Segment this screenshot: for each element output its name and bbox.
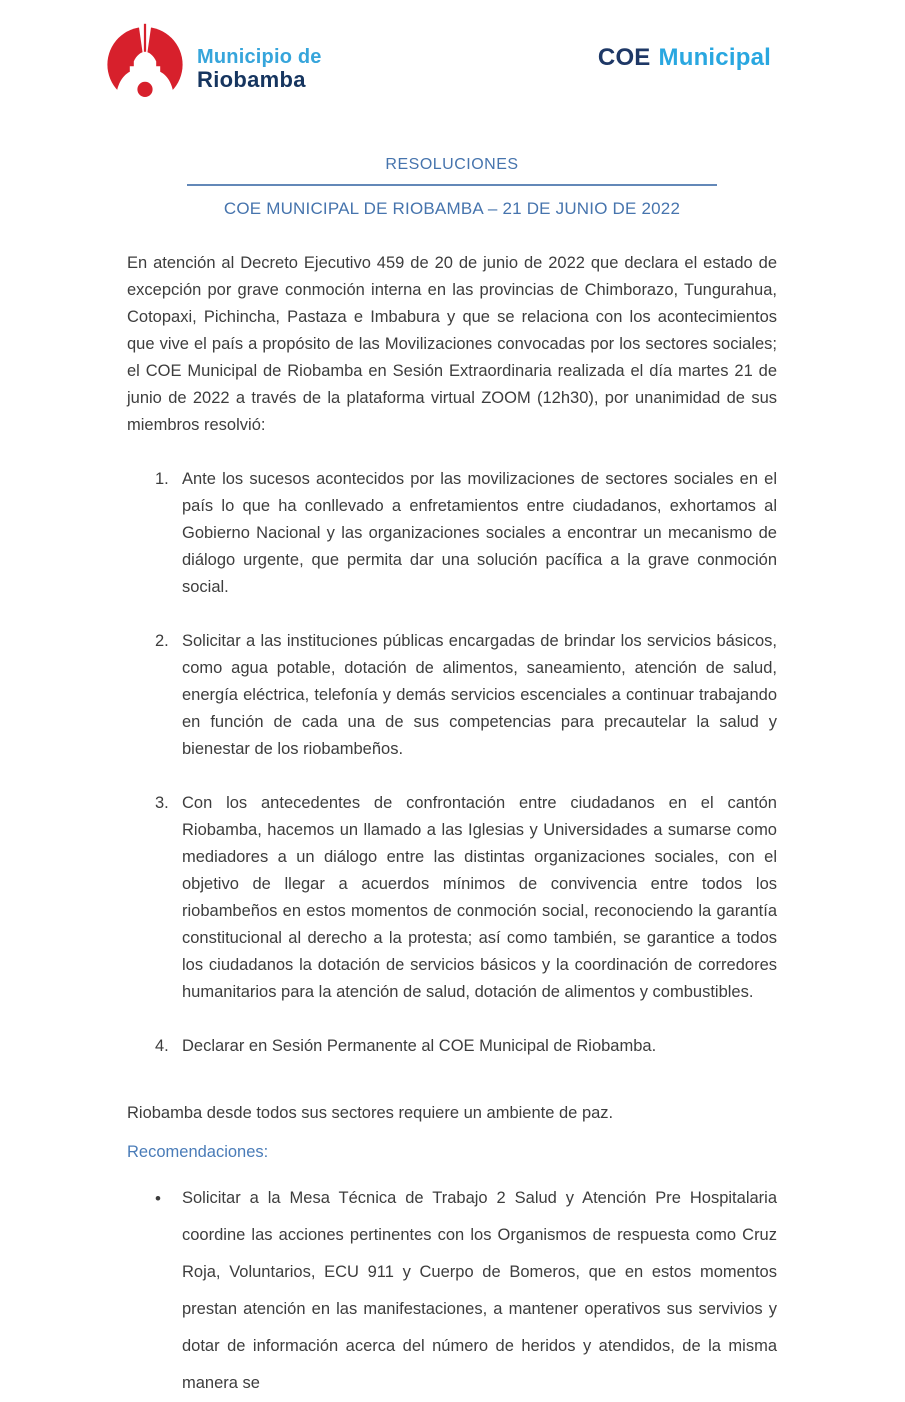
bullet-icon: • [155, 1189, 161, 1208]
resolution-item-1 [155, 466, 777, 601]
resolution-text: Ante los sucesos acontecidos por las movilizaciones de sectores sociales en el país lo que ha conllevado a enfretamientos entre ciudadanos, exhortamos al Gobierno Nacional y las organizaciones sociales a encontrar un mecanismo de diálogo urgente, que permita dar una solución pacífica a la grave conmoción social. [182, 470, 777, 596]
resolution-number: 3. [155, 794, 169, 812]
document-header [127, 22, 777, 114]
resolution-item-4 [155, 1033, 777, 1060]
title-divider [187, 184, 717, 186]
brand-coe: COE [597, 44, 651, 71]
resolution-number: 2. [155, 632, 169, 650]
brand-municipal: Municipal [658, 44, 771, 71]
recommendation-item-1 [155, 1180, 777, 1402]
logo-text-line2: Riobamba [197, 66, 306, 92]
logo-text [197, 47, 322, 91]
resolution-number: 4. [155, 1037, 169, 1055]
resolution-text: Con los antecedentes de confrontación entre ciudadanos en el cantón Riobamba, hacemos un llamado a las Iglesias y Universidades a sumarse como mediadores a un diálogo entre las distintas organizaciones sociales, con el objetivo de llegar a acuerdos mínimos de convivencia entre todos los riobambeños en estos momentos de conmoción social, reconociendo la garantía constitucional al derecho a la protesta; así como también, se garantice a todos los ciudadanos la dotación de servicios básicos y la coordinación de corredores humanitarios para la atención de salud, dotación de alimentos y combustibles. [182, 794, 777, 1001]
resolution-number: 1. [155, 470, 169, 488]
riobamba-cathedral-icon [105, 22, 185, 104]
municipio-riobamba-logo [105, 22, 322, 104]
resolution-text: Declarar en Sesión Permanente al COE Municipal de Riobamba. [182, 1037, 657, 1055]
resolution-text: Solicitar a las instituciones públicas encargadas de brindar los servicios básicos, como agua potable, dotación de alimentos, saneamiento, atención de salud, energía eléctrica, telefonía y demás servicios escenciales a continuar trabajando en función de cada una de sus competencias para precautelar la salud y bienestar de los riobambeños. [182, 632, 777, 758]
resolutions-list [127, 466, 777, 1060]
document-body [127, 156, 777, 1402]
document-subtitle: COE MUNICIPAL DE RIOBAMBA – 21 DE JUNIO DE 2022 [223, 199, 681, 218]
recommendations-heading: Recomendaciones: [127, 1143, 269, 1161]
resolution-item-2 [155, 628, 777, 763]
document-title: RESOLUCIONES [385, 156, 519, 173]
recommendations-list [127, 1180, 777, 1402]
coe-municipal-wordmark [598, 44, 771, 72]
resolution-item-3 [155, 790, 777, 1006]
logo-text-line1: Municipio de [197, 45, 322, 68]
recommendation-text: Solicitar a la Mesa Técnica de Trabajo 2 Salud y Atención Pre Hospitalaria coordine las acciones pertinentes con los Organismos de respuesta como Cruz Roja, Voluntarios, ECU 911 y Cuerpo de Bomeros, que en estos momentos prestan atención en las manifestaciones, a mantener operativos sus servivios y dotar de información acerca del número de heridos y atendidos, de la misma manera se [182, 1189, 777, 1392]
intro-paragraph: En atención al Decreto Ejecutivo 459 de 20 de junio de 2022 que declara el estado de excepción por grave conmoción interna en las provincias de Chimborazo, Tungurahua, Cotopaxi, Pichincha, Pastaza e Imbabura y que se relaciona con los acontecimientos que vive el país a propósito de las Movilizaciones convocadas por los sectores sociales; el COE Municipal de Riobamba en Sesión Extraordinaria realizada el día martes 21 de junio de 2022 a través de la plataforma virtual ZOOM (12h30), por unanimidad de sus miembros resolvió: [127, 254, 777, 434]
closing-paragraph: Riobamba desde todos sus sectores requiere un ambiente de paz. [127, 1104, 614, 1122]
